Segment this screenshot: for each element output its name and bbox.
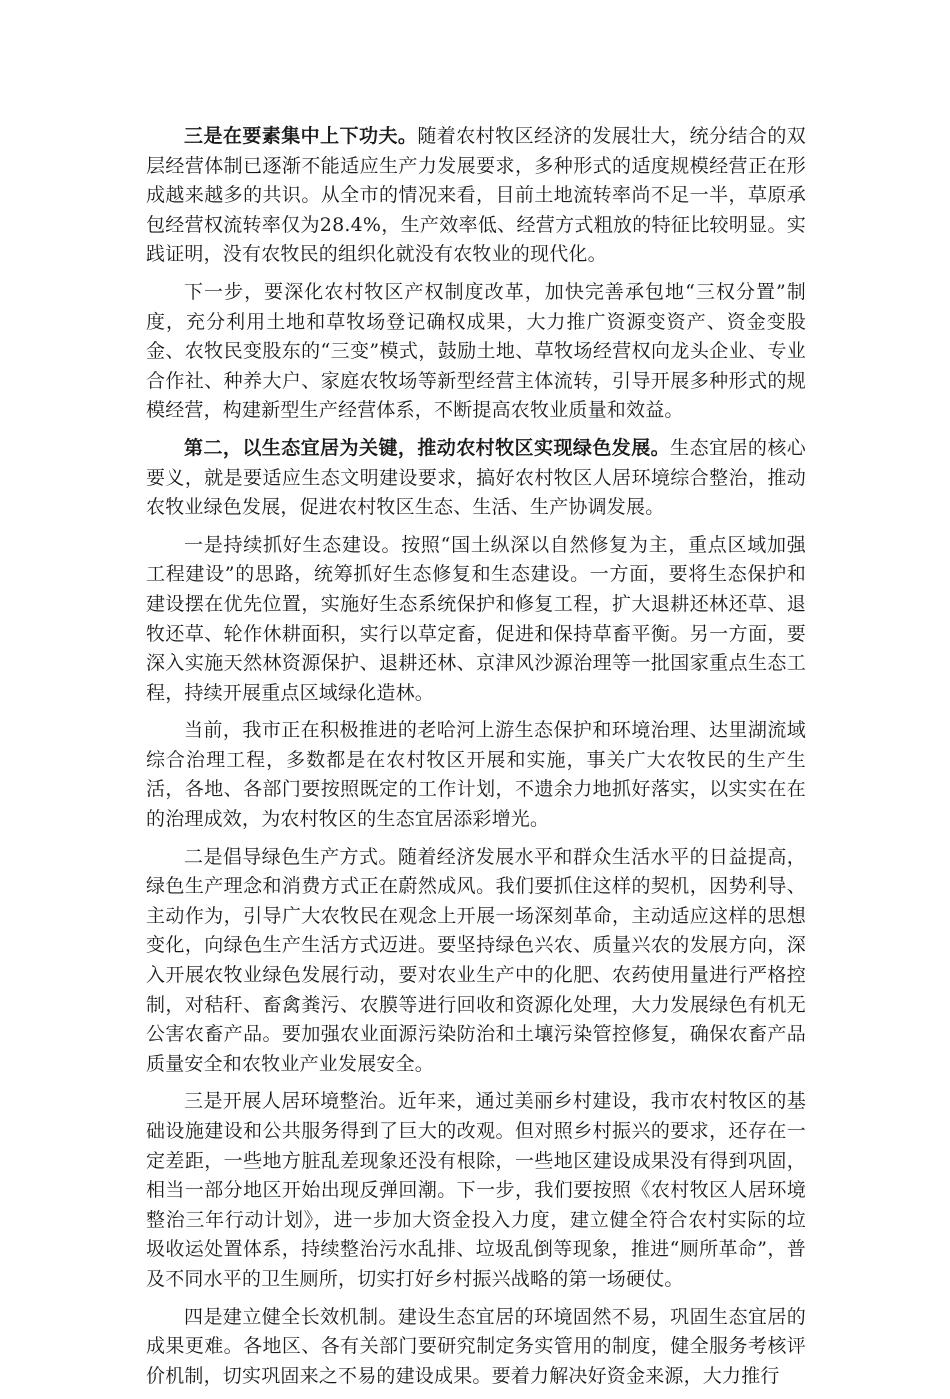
paragraph-2-text: 下一步，要深化农村牧区产权制度改革，加快完善承包地“三权分置”制度，充分利用土地和草牧场登记确权成果，大力推广资源变资产、资金变股金、农牧民变股东的“三变”模式，鼓励土地、草牧场经营权向龙头企业、专业合作社、种养大户、家庭农牧场等新型经营主体流转，引导开展多种形式的规模经营，构建新型生产经营体系，不断提高农牧业质量和效益。 <box>146 280 806 422</box>
paragraph-5-text: 当前，我市正在积极推进的老哈河上游生态保护和环境治理、达里湖流域综合治理工程，多数都是在农村牧区开展和实施，事关广大农牧民的生产生活，各地、各部门要按照既定的工作计划，不遗余力地抓好落实，以实实在在的治理成效，为农村牧区的生态宜居添彩增光。 <box>146 719 806 831</box>
paragraph-2 <box>146 278 806 426</box>
paragraph-3 <box>146 434 806 523</box>
paragraph-8-text: 四是建立健全长效机制。建设生态宜居的环境固然不易，巩固生态宜居的成果更难。各地区、各有关部门要研究制定务实管用的制度，健全服务考核评价机制，切实巩固来之不易的建设成果。要着力解决好资金来源，大力推行 <box>146 1305 806 1387</box>
paragraph-1-heading: 三是在要素集中上下功夫。 <box>184 125 418 147</box>
paragraph-6-text: 二是倡导绿色生产方式。随着经济发展水平和群众生活水平的日益提高，绿色生产理念和消费方式正在蔚然成风。我们要抓住这样的契机，因势利导、主动作为，引导广大农牧民在观念上开展一场深刻革命，主动适应这样的思想变化，向绿色生产生活方式迈进。要坚持绿色兴农、质量兴农的发展方向，深入开展农牧业绿色发展行动，要对农业生产中的化肥、农药使用量进行严格控制，对秸秆、畜禽粪污、农膜等进行回收和资源化处理，大力发展绿色有机无公害农畜产品。要加强农业面源污染防治和土壤污染管控修复，确保农畜产品质量安全和农牧业产业发展安全。 <box>146 845 806 1075</box>
paragraph-1 <box>146 122 806 270</box>
paragraph-3-heading: 第二，以生态宜居为关键，推动农村牧区实现绿色发展。 <box>184 436 671 459</box>
paragraph-7-text: 三是开展人居环境整治。近年来，通过美丽乡村建设，我市农村牧区的基础设施建设和公共服务得到了巨大的改观。但对照乡村振兴的要求，还存在一定差距，一些地方脏乱差现象还没有根除，一些地区建设成果没有得到巩固，相当一部分地区开始出现反弹回潮。下一步，我们要按照《农村牧区人居环境整治三年行动计划》，进一步加大资金投入力度，建立健全符合农村实际的垃圾收运处置体系，持续整治污水乱排、垃圾乱倒等现象，推进“厕所革命”，普及不同水平的卫生厕所，切实打好乡村振兴战略的第一场硬仗。 <box>146 1090 806 1290</box>
paragraph-6 <box>146 843 806 1080</box>
paragraph-3-text: 生态宜居的核心要义，就是要适应生态文明建设要求，搞好农村牧区人居环境综合整治，推动农牧业绿色发展，促进农村牧区生态、生活、生产协调发展。 <box>146 436 806 519</box>
paragraph-4-text: 一是持续抓好生态建设。按照“国土纵深以自然修复为主，重点区域加强工程建设”的思路，统筹抓好生态修复和生态建设。一方面，要将生态保护和建设摆在优先位置，实施好生态系统保护和修复工程，扩大退耕还林还草、退牧还草、轮作休耕面积，实行以草定畜，促进和保持草畜平衡。另一方面，要深入实施天然林资源保护、退耕还林、京津风沙源治理等一批国家重点生态工程，持续开展重点区域绿化造林。 <box>146 533 806 704</box>
paragraph-7 <box>146 1087 806 1294</box>
paragraph-8 <box>146 1303 806 1392</box>
paragraph-5 <box>146 716 806 834</box>
document-body <box>146 122 806 1399</box>
paragraph-4 <box>146 531 806 709</box>
paragraph-1-text: 随着农村牧区经济的发展壮大，统分结合的双层经营体制已逐渐不能适应生产力发展要求，多种形式的适度规模经营正在形成越来越多的共识。从全市的情况来看，目前土地流转率尚不足一半，草原承包经营权流转率仅为28.4%，生产效率低、经营方式粗放的特征比较明显。实践证明，没有农牧民的组织化就没有农牧业的现代化。 <box>146 125 806 266</box>
